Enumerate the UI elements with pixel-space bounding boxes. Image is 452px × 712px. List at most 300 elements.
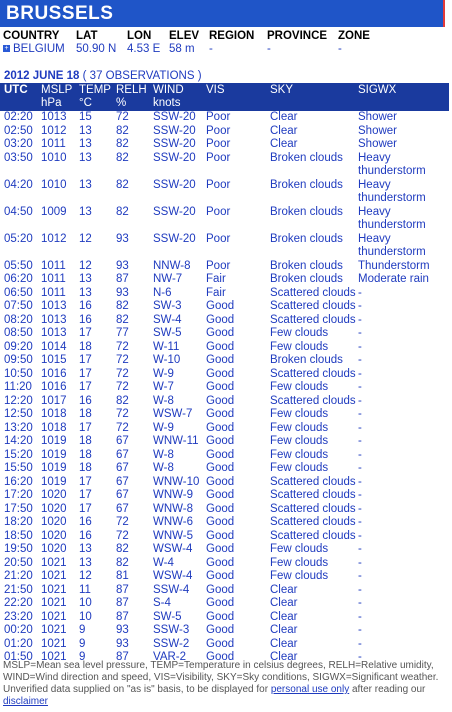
cell-utc: 21:50 (4, 583, 33, 596)
cell-temp: 17 (79, 421, 92, 434)
cell-relh: 72 (116, 421, 129, 434)
cell-sky: Few clouds (270, 408, 329, 420)
cell-temp: 12 (79, 570, 92, 582)
cell-vis: Poor (206, 111, 231, 123)
cell-wind: WNW-6 (153, 516, 194, 528)
cell-relh: 87 (116, 597, 129, 609)
cell-temp: 12 (79, 232, 92, 245)
cell-wind: SSW-20 (153, 111, 196, 123)
cell-temp: 17 (79, 327, 92, 339)
cell-sigwx: Shower (358, 138, 397, 150)
table-row (0, 300, 449, 314)
cell-relh: 72 (116, 381, 129, 393)
cell-temp: 9 (79, 624, 86, 636)
cell-temp: 11 (79, 583, 91, 596)
cell-temp: 17 (79, 502, 92, 515)
cell-wind: WNW-10 (153, 475, 200, 488)
cell-temp: 18 (79, 408, 92, 420)
cell-mslp: 1012 (41, 232, 67, 245)
cell-sigwx: - (358, 651, 362, 663)
cell-utc: 02:20 (4, 111, 33, 123)
cell-temp: 13 (79, 151, 92, 164)
cell-sigwx: - (358, 583, 362, 596)
cell-relh: 82 (116, 394, 129, 407)
cell-utc: 12:20 (4, 394, 33, 407)
cell-wind: W-8 (153, 462, 174, 474)
cell-vis: Poor (206, 124, 231, 137)
country-value[interactable] (3, 43, 76, 56)
cell-wind: W-10 (153, 354, 181, 366)
cell-utc: 23:20 (4, 610, 33, 623)
cell-wind: SSW-20 (153, 151, 196, 164)
cell-sky: Scattered clouds (270, 502, 356, 515)
cell-vis: Good (206, 516, 235, 528)
station-info-header-row (3, 30, 448, 43)
cell-relh: 87 (116, 651, 129, 663)
cell-sigwx: - (358, 394, 362, 407)
cell-temp: 13 (79, 273, 92, 285)
cell-utc: 18:50 (4, 529, 33, 542)
cell-mslp: 1011 (41, 273, 66, 285)
cell-vis: Good (206, 340, 235, 353)
table-row (0, 354, 449, 368)
cell-utc: 17:50 (4, 502, 33, 515)
cell-relh: 81 (116, 570, 129, 582)
cell-mslp: 1019 (41, 435, 67, 447)
cell-relh: 82 (116, 205, 129, 218)
cell-mslp: 1019 (41, 462, 67, 474)
cell-relh: 93 (116, 232, 129, 245)
cell-wind: SSW-20 (153, 232, 196, 245)
cell-mslp: 1013 (41, 111, 67, 123)
cell-mslp: 1020 (41, 489, 67, 501)
report-date-line (4, 70, 202, 82)
cell-mslp: 1020 (41, 529, 67, 542)
cell-sigwx: - (358, 448, 362, 461)
cell-sky: Scattered clouds (270, 529, 356, 542)
cell-sky: Clear (270, 624, 298, 636)
cell-sky: Broken clouds (270, 205, 343, 218)
cell-wind: WSW-4 (153, 570, 193, 582)
cell-wind: NNW-8 (153, 259, 191, 272)
cell-relh: 67 (116, 502, 129, 515)
cell-wind: WNW-8 (153, 502, 194, 515)
cell-temp: 16 (79, 394, 92, 407)
cell-sky: Broken clouds (270, 232, 343, 245)
station-info-table (3, 30, 448, 56)
table-row (0, 435, 449, 449)
cell-sky: Clear (270, 610, 298, 623)
observations-body (0, 111, 449, 665)
cell-sky: Clear (270, 138, 298, 150)
cell-temp: 17 (79, 354, 92, 366)
station-name: BRUSSELS (6, 3, 114, 24)
cell-wind: SSW-20 (153, 138, 196, 150)
cell-sky: Broken clouds (270, 273, 343, 285)
cell-sky: Scattered clouds (270, 313, 356, 326)
cell-vis: Good (206, 327, 235, 339)
cell-relh: 93 (116, 624, 129, 636)
cell-temp: 17 (79, 489, 92, 501)
station-title-bar (0, 0, 445, 27)
cell-temp: 13 (79, 543, 92, 555)
observations-header-row (0, 83, 449, 111)
cell-sky: Few clouds (270, 448, 329, 461)
table-row (0, 314, 449, 328)
cell-temp: 12 (79, 259, 92, 272)
cell-sigwx: - (358, 327, 362, 339)
cell-vis: Good (206, 543, 235, 555)
cell-temp: 9 (79, 637, 86, 650)
cell-mslp: 1021 (41, 570, 67, 582)
region-value: - (209, 43, 213, 55)
cell-wind: WNW-5 (153, 529, 194, 542)
cell-sky: Scattered clouds (270, 286, 356, 299)
cell-sky: Broken clouds (270, 354, 343, 366)
cell-utc: 02:50 (4, 124, 33, 137)
cell-sigwx: - (358, 340, 362, 353)
cell-sigwx: - (358, 529, 362, 542)
cell-vis: Good (206, 489, 235, 501)
cell-mslp: 1018 (41, 408, 67, 420)
cell-mslp: 1021 (41, 610, 67, 623)
footer-notes (3, 660, 449, 708)
table-row (0, 503, 449, 517)
cell-temp: 18 (79, 462, 92, 474)
cell-relh: 93 (116, 286, 129, 299)
cell-relh: 72 (116, 516, 129, 528)
cell-vis: Fair (206, 286, 226, 299)
table-row (0, 381, 449, 395)
cell-sigwx: Heavy thunderstorm (358, 232, 426, 258)
cell-vis: Good (206, 421, 235, 434)
cell-relh: 82 (116, 124, 129, 137)
cell-relh: 72 (116, 408, 129, 420)
table-row (0, 273, 449, 287)
cell-utc: 06:20 (4, 273, 33, 285)
lon-header: LON (127, 30, 152, 42)
cell-sigwx: - (358, 637, 362, 650)
cell-utc: 14:20 (4, 435, 33, 447)
cell-utc: 13:20 (4, 421, 33, 434)
region-header: REGION (209, 30, 255, 42)
table-row (0, 422, 449, 436)
cell-temp: 13 (79, 286, 92, 299)
cell-sky: Scattered clouds (270, 516, 356, 528)
column-header-sky: SKY (266, 83, 354, 111)
cell-vis: Good (206, 651, 235, 663)
table-row (0, 462, 449, 476)
cell-mslp: 1017 (41, 394, 67, 407)
table-row (0, 138, 449, 152)
cell-mslp: 1015 (41, 354, 67, 366)
cell-relh: 72 (116, 354, 129, 366)
table-row (0, 327, 449, 341)
cell-sigwx: - (358, 435, 362, 447)
cell-vis: Good (206, 394, 235, 407)
table-row (0, 408, 449, 422)
cell-sigwx: Thunderstorm (358, 259, 430, 272)
cell-mslp: 1021 (41, 556, 67, 569)
cell-temp: 18 (79, 435, 92, 447)
cell-relh: 82 (116, 151, 129, 164)
cell-utc: 07:50 (4, 300, 33, 312)
observations-table (0, 83, 449, 665)
cell-sigwx: Heavy thunderstorm (358, 205, 426, 231)
table-row (0, 557, 449, 571)
cell-vis: Good (206, 610, 235, 623)
cell-wind: WSW-4 (153, 543, 193, 555)
cell-sky: Broken clouds (270, 178, 343, 191)
country-header: COUNTRY (3, 30, 60, 42)
table-row (0, 530, 449, 544)
cell-vis: Good (206, 529, 235, 542)
cell-sigwx: - (358, 502, 362, 515)
disclaimer-text (3, 684, 449, 708)
cell-temp: 10 (79, 610, 92, 623)
cell-mslp: 1021 (41, 597, 67, 609)
cell-sigwx: - (358, 354, 362, 366)
cell-utc: 04:20 (4, 178, 33, 191)
cell-sky: Clear (270, 637, 298, 650)
cell-relh: 67 (116, 489, 129, 501)
cell-vis: Good (206, 354, 235, 366)
cell-utc: 01:20 (4, 637, 33, 650)
column-header-sigwx: SIGWX (354, 83, 449, 111)
cell-utc: 08:50 (4, 327, 33, 339)
cell-vis: Good (206, 448, 235, 461)
cell-mslp: 1013 (41, 327, 67, 339)
elev-value: 58 m (169, 43, 195, 55)
province-header: PROVINCE (267, 30, 328, 42)
cell-sky: Few clouds (270, 435, 329, 447)
cell-temp: 15 (79, 111, 92, 123)
cell-sky: Few clouds (270, 327, 329, 339)
lon-value: 4.53 E (127, 43, 161, 55)
table-row (0, 570, 449, 584)
cell-wind: W-8 (153, 448, 174, 461)
cell-temp: 16 (79, 529, 92, 542)
cell-mslp: 1013 (41, 300, 67, 312)
cell-relh: 67 (116, 475, 129, 488)
expand-plus-icon[interactable]: + (4, 45, 9, 53)
cell-wind: SSW-3 (153, 624, 190, 636)
cell-vis: Good (206, 367, 235, 380)
cell-sky: Few clouds (270, 421, 329, 434)
cell-wind: SSW-20 (153, 205, 196, 218)
cell-sigwx: - (358, 556, 362, 569)
cell-sky: Clear (270, 583, 298, 596)
cell-temp: 10 (79, 597, 92, 609)
cell-vis: Good (206, 381, 235, 393)
cell-utc: 09:50 (4, 354, 33, 366)
cell-relh: 72 (116, 367, 129, 380)
cell-mslp: 1021 (41, 637, 67, 650)
cell-wind: W-11 (153, 340, 180, 353)
cell-sigwx: Moderate rain (358, 273, 429, 285)
cell-mslp: 1020 (41, 516, 67, 528)
cell-vis: Poor (206, 205, 231, 218)
cell-vis: Good (206, 556, 235, 569)
column-header-vis: VIS (202, 83, 266, 111)
column-header-wind: WIND knots (149, 83, 202, 111)
cell-mslp: 1018 (41, 421, 67, 434)
cell-relh: 72 (116, 111, 129, 123)
cell-vis: Good (206, 502, 235, 515)
cell-sigwx: - (358, 624, 362, 636)
cell-mslp: 1016 (41, 367, 67, 380)
table-row (0, 449, 449, 463)
cell-temp: 18 (79, 448, 92, 461)
cell-mslp: 1016 (41, 381, 67, 393)
disclaimer-prefix: Unverified data supplied on "as is" basis, to be displayed for (3, 684, 271, 695)
cell-utc: 15:50 (4, 462, 33, 474)
cell-relh: 82 (116, 313, 129, 326)
cell-wind: S-4 (153, 597, 171, 609)
cell-mslp: 1019 (41, 475, 67, 488)
table-row (0, 476, 449, 490)
cell-sky: Scattered clouds (270, 489, 356, 501)
personal-use-link[interactable]: personal use only (270, 684, 350, 695)
cell-wind: WNW-11 (153, 435, 199, 447)
cell-sky: Few clouds (270, 543, 329, 555)
cell-sky: Few clouds (270, 381, 329, 393)
cell-sigwx: - (358, 610, 362, 623)
cell-sigwx: - (358, 489, 362, 501)
province-value: - (267, 43, 271, 55)
observation-count: ( 37 OBSERVATIONS ) (82, 70, 202, 82)
zone-value: - (338, 43, 342, 55)
cell-mslp: 1011 (41, 259, 66, 272)
cell-wind: WSW-7 (153, 408, 193, 420)
cell-temp: 13 (79, 178, 92, 191)
report-date: 2012 JUNE 18 (4, 70, 80, 82)
cell-utc: 21:20 (4, 570, 33, 582)
cell-temp: 16 (79, 516, 92, 528)
table-row (0, 395, 449, 409)
cell-wind: W-8 (153, 394, 174, 407)
cell-relh: 77 (116, 327, 129, 339)
lat-value: 50.90 N (76, 43, 117, 55)
table-row (0, 543, 449, 557)
cell-relh: 82 (116, 543, 129, 555)
table-row (0, 260, 449, 274)
cell-wind: W-7 (153, 381, 174, 393)
cell-sky: Few clouds (270, 570, 329, 582)
table-row (0, 624, 449, 638)
cell-sky: Scattered clouds (270, 367, 356, 380)
cell-relh: 93 (116, 637, 129, 650)
table-row (0, 125, 449, 139)
cell-utc: 18:20 (4, 516, 33, 528)
cell-wind: SSW-20 (153, 178, 196, 191)
disclaimer-middle: after reading our (349, 684, 426, 695)
cell-mslp: 1012 (41, 124, 67, 137)
cell-utc: 06:50 (4, 286, 33, 299)
cell-sigwx: - (358, 462, 362, 474)
cell-relh: 72 (116, 529, 129, 542)
cell-vis: Good (206, 408, 235, 420)
cell-sigwx: - (358, 421, 362, 434)
cell-sigwx: - (358, 381, 362, 393)
cell-wind: SW-3 (153, 300, 182, 312)
cell-relh: 82 (116, 138, 129, 150)
cell-mslp: 1011 (41, 286, 66, 299)
cell-wind: W-9 (153, 421, 174, 434)
country-name[interactable]: BELGIUM (13, 43, 65, 55)
table-row (0, 287, 449, 301)
cell-mslp: 1020 (41, 543, 67, 555)
cell-utc: 22:20 (4, 597, 33, 609)
cell-sky: Clear (270, 651, 298, 663)
table-row (0, 206, 449, 233)
cell-wind: SSW-4 (153, 583, 190, 596)
cell-relh: 87 (116, 583, 129, 596)
column-header-mslp: MSLP hPa (37, 83, 75, 111)
cell-utc: 12:50 (4, 408, 33, 420)
cell-vis: Poor (206, 138, 231, 150)
cell-mslp: 1009 (41, 205, 67, 218)
table-row (0, 597, 449, 611)
table-row (0, 584, 449, 598)
cell-temp: 17 (79, 475, 92, 488)
cell-sigwx: - (358, 516, 362, 528)
cell-utc: 10:50 (4, 367, 33, 380)
cell-relh: 87 (116, 273, 129, 285)
cell-relh: 93 (116, 259, 129, 272)
disclaimer-link[interactable]: disclaimer (3, 696, 49, 707)
cell-vis: Good (206, 300, 235, 312)
cell-mslp: 1019 (41, 448, 67, 461)
cell-sigwx: Heavy thunderstorm (358, 178, 426, 204)
column-header-temp: TEMP °C (75, 83, 112, 111)
cell-sigwx: - (358, 367, 362, 380)
cell-utc: 05:50 (4, 259, 33, 272)
table-row (0, 179, 449, 206)
cell-sky: Broken clouds (270, 151, 343, 164)
cell-utc: 09:20 (4, 340, 33, 353)
cell-vis: Fair (206, 273, 226, 285)
cell-sky: Scattered clouds (270, 394, 356, 407)
cell-wind: NW-7 (153, 273, 183, 285)
column-header-relh: RELH % (112, 83, 149, 111)
cell-sigwx: - (358, 313, 362, 326)
table-row (0, 111, 449, 125)
cell-temp: 13 (79, 556, 92, 569)
table-row (0, 341, 449, 355)
cell-utc: 11:20 (4, 381, 32, 393)
cell-sky: Clear (270, 124, 298, 137)
cell-wind: SW-4 (153, 313, 182, 326)
legend-text: MSLP=Mean sea level pressure, TEMP=Temperature in celsius degrees, RELH=Relative umidity, WIND=Wind direction and speed, VIS=Visibility, SKY=Sky conditions, SIGWX=Significant weather. (3, 660, 439, 683)
cell-mslp: 1010 (41, 178, 67, 191)
column-header-utc: UTC (0, 83, 37, 111)
cell-sky: Broken clouds (270, 259, 343, 272)
cell-vis: Good (206, 435, 235, 447)
cell-mslp: 1021 (41, 651, 67, 663)
cell-mslp: 1011 (41, 138, 66, 150)
zone-header: ZONE (338, 30, 370, 42)
cell-sky: Scattered clouds (270, 475, 356, 488)
lat-header: LAT (76, 30, 98, 42)
table-row (0, 489, 449, 503)
cell-sigwx: - (358, 543, 362, 555)
cell-utc: 00:20 (4, 624, 33, 636)
table-row (0, 152, 449, 179)
cell-utc: 05:20 (4, 232, 33, 245)
cell-temp: 13 (79, 205, 92, 218)
cell-mslp: 1014 (41, 340, 67, 353)
